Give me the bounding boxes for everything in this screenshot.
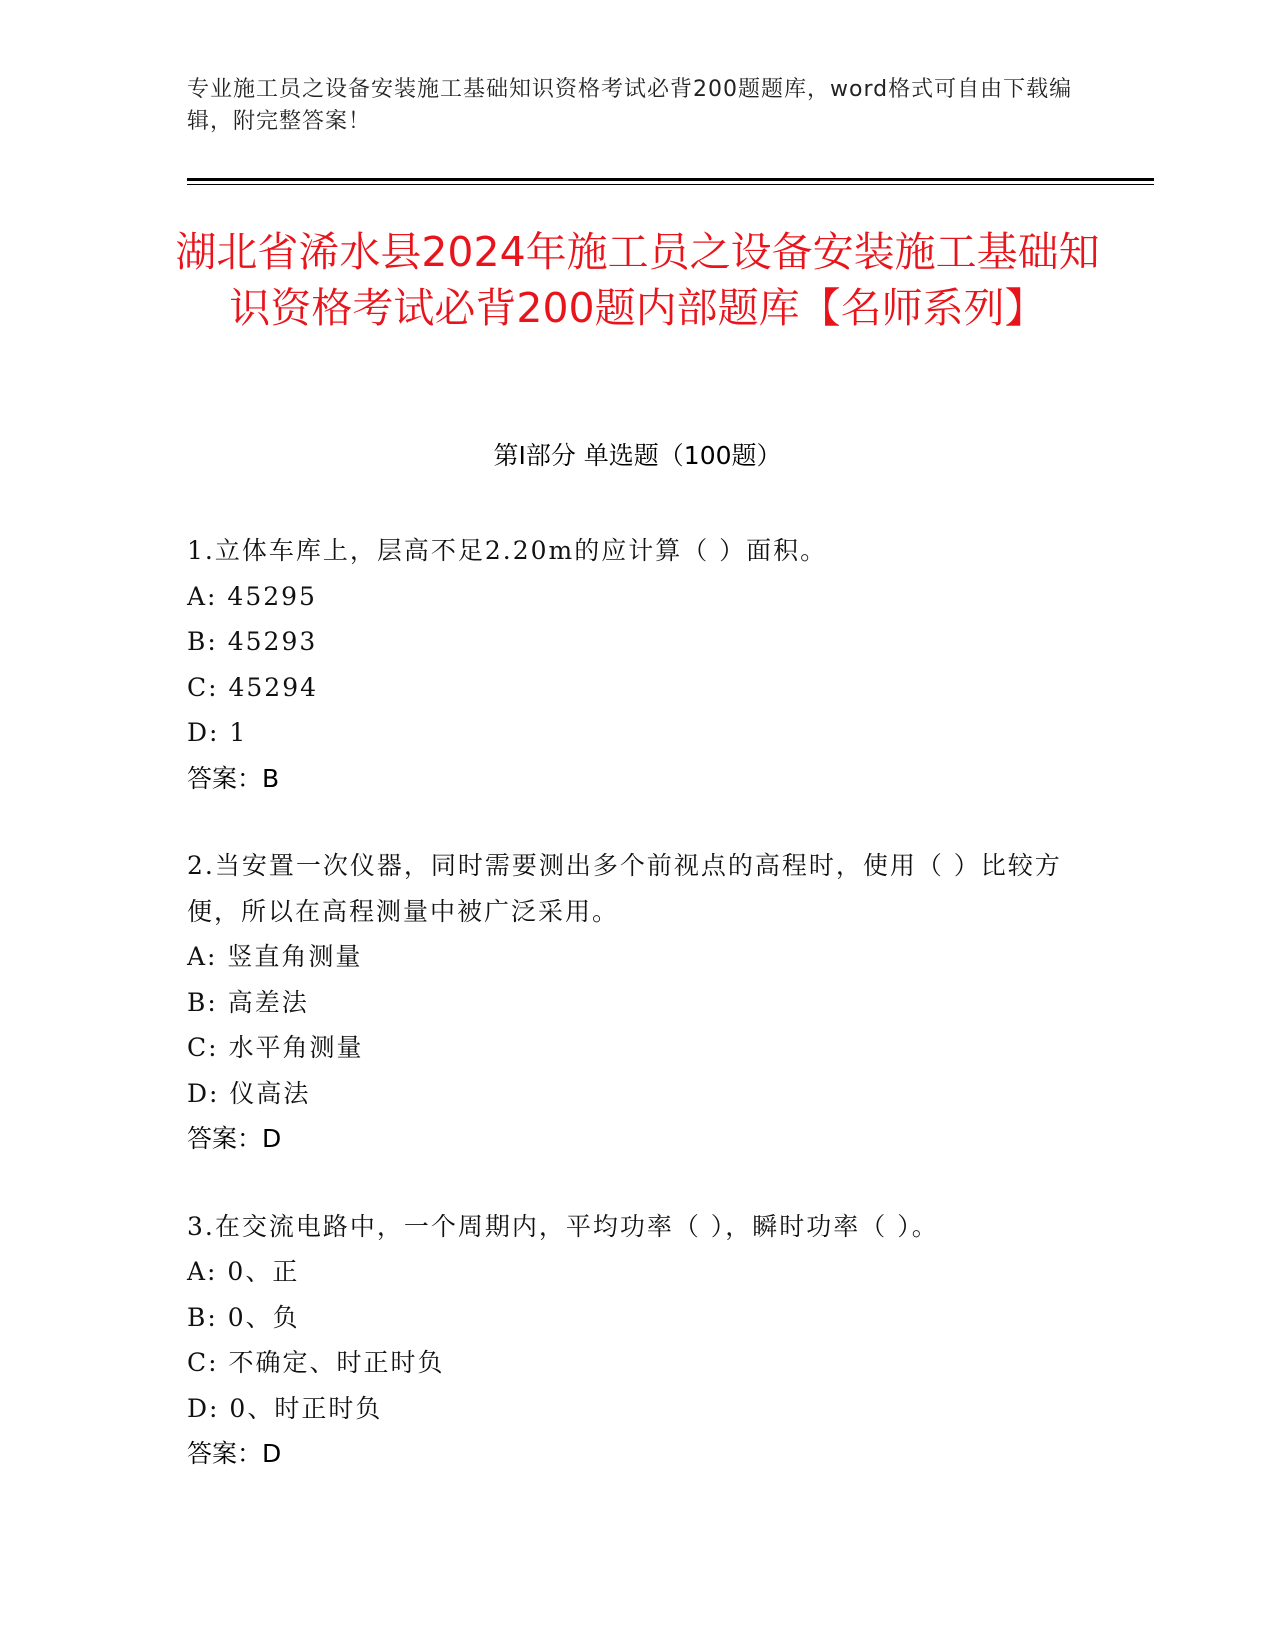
option-a: A: 0、正: [187, 1257, 300, 1286]
option-d: D: 1: [187, 718, 248, 747]
question-1: [187, 528, 1087, 801]
option-a: A: 45295: [187, 581, 317, 611]
question-stem: 2.当安置一次仪器，同时需要测出多个前视点的高程时，使用（ ）比较方便，所以在高程测量中被广泛采用。: [187, 851, 1062, 926]
question-3: [187, 1204, 1087, 1477]
question-stem: 3.在交流电路中，一个周期内，平均功率（ ），瞬时功率（ ）。: [187, 1211, 939, 1241]
option-d: D: 0、时正时负: [187, 1393, 383, 1423]
header-divider-thick: [187, 178, 1154, 181]
section-title: 第Ⅰ部分 单选题（100题）: [493, 441, 782, 470]
option-b: B: 0、负: [187, 1302, 300, 1332]
option-c: C: 水平角测量: [187, 1033, 364, 1062]
document-title: 湖北省浠水县2024年施工员之设备安装施工基础知识资格考试必背200题内部题库【名师系列】: [175, 228, 1100, 332]
option-a: A: 竖直角测量: [187, 942, 363, 971]
option-b: B: 高差法: [187, 987, 309, 1017]
question-2: [187, 843, 1087, 1162]
answer: 答案：B: [187, 763, 280, 793]
answer: 答案：D: [187, 1439, 282, 1468]
option-d: D: 仪高法: [187, 1078, 311, 1108]
answer: 答案：D: [187, 1124, 282, 1153]
option-c: C: 不确定、时正时负: [187, 1348, 445, 1377]
question-list: [187, 528, 1087, 1519]
option-b: B: 45293: [187, 627, 318, 656]
question-stem: 1.立体车库上，层高不足2.20m的应计算（ ）面积。: [187, 536, 828, 565]
header-divider-thin: [187, 184, 1154, 185]
header-note: 专业施工员之设备安装施工基础知识资格考试必背200题题库，word格式可自由下载编辑，附完整答案！: [187, 77, 1073, 134]
option-c: C: 45294: [187, 672, 319, 702]
